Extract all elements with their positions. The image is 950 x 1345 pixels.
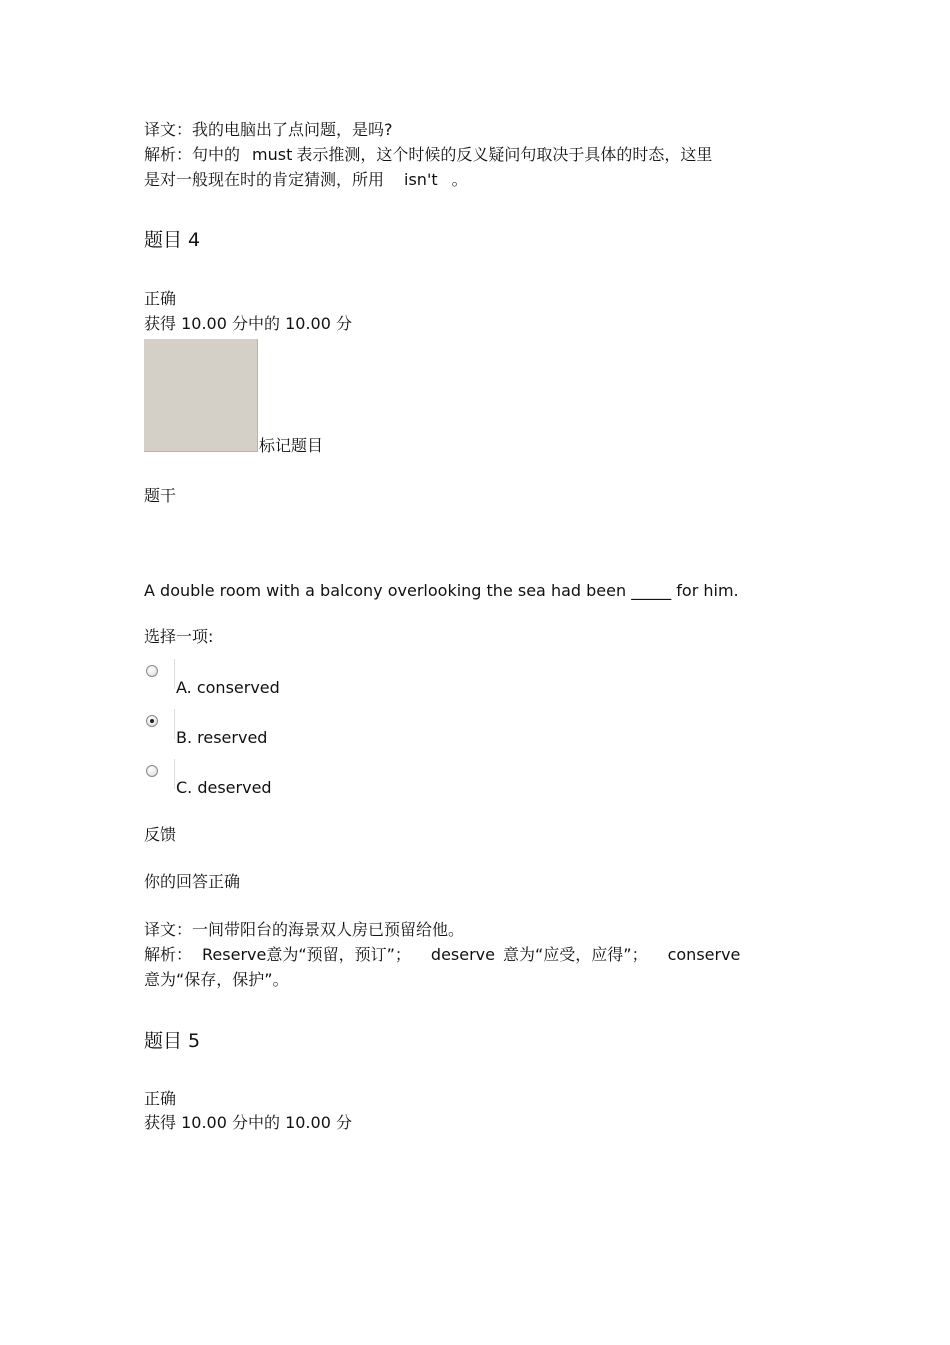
prev-translation: 译文：我的电脑出了点问题，是吗? — [144, 120, 393, 139]
radio-option-a[interactable] — [146, 665, 158, 677]
option-a-label[interactable]: A. conserved — [176, 678, 280, 697]
question-4-heading: 题目 4 — [144, 229, 201, 251]
prev-analysis-line2-prefix: 是对一般现在时的肯定猜测，所用 — [144, 170, 385, 189]
question-4-status: 正确 — [144, 289, 177, 308]
option-a-divider — [174, 659, 175, 689]
analysis-prefix: 解析： — [144, 945, 193, 964]
prev-analysis-line2 — [144, 169, 468, 191]
question-4-translation: 译文：一间带阳台的海景双人房已预留给他。 — [144, 920, 465, 939]
flag-question-image[interactable] — [144, 339, 258, 452]
radio-option-c[interactable] — [146, 765, 158, 777]
question-4-choose-prompt: 选择一项: — [144, 627, 214, 646]
option-b-label[interactable]: B. reserved — [176, 728, 268, 747]
question-4-analysis-line1 — [144, 944, 740, 966]
question-5-score: 获得 10.00 分中的 10.00 分 — [144, 1113, 352, 1132]
option-b-divider — [174, 709, 175, 739]
question-4-analysis-line2: 意为“保存，保护”。 — [144, 970, 289, 989]
prev-analysis-line2-suffix: 。 — [451, 170, 468, 189]
question-5-status: 正确 — [144, 1089, 177, 1108]
question-4-stem-label: 题干 — [144, 486, 177, 505]
prev-analysis-suffix: 表示推测，这个时候的反义疑问句取决于具体的时态，这里 — [296, 145, 713, 164]
feedback-label: 反馈 — [144, 825, 177, 844]
option-c-divider — [174, 759, 175, 789]
prev-analysis-line1 — [144, 144, 712, 166]
feedback-result: 你的回答正确 — [144, 872, 241, 891]
question-4-stem: A double room with a balcony overlooking the sea had been _____ for him. — [144, 581, 739, 600]
analysis-reserve-meaning: 意为“预留，预订”； — [266, 945, 411, 964]
radio-selected-dot — [150, 719, 154, 723]
analysis-keyword-conserve: conserve — [667, 945, 741, 964]
prev-analysis-keyword-isnt: isn't — [404, 170, 438, 189]
question-4-score: 获得 10.00 分中的 10.00 分 — [144, 314, 352, 333]
question-5-heading: 题目 5 — [144, 1030, 201, 1052]
analysis-deserve-meaning: 意为“应受，应得”； — [503, 945, 648, 964]
prev-analysis-keyword-must: must — [252, 145, 293, 164]
prev-analysis-prefix: 解析：句中的 — [144, 145, 241, 164]
analysis-keyword-deserve: deserve — [430, 945, 495, 964]
analysis-keyword-reserve: Reserve — [202, 945, 267, 964]
flag-question-label[interactable]: 标记题目 — [259, 436, 324, 455]
option-c-label[interactable]: C. deserved — [176, 778, 272, 797]
radio-option-b-selected[interactable] — [146, 715, 158, 727]
